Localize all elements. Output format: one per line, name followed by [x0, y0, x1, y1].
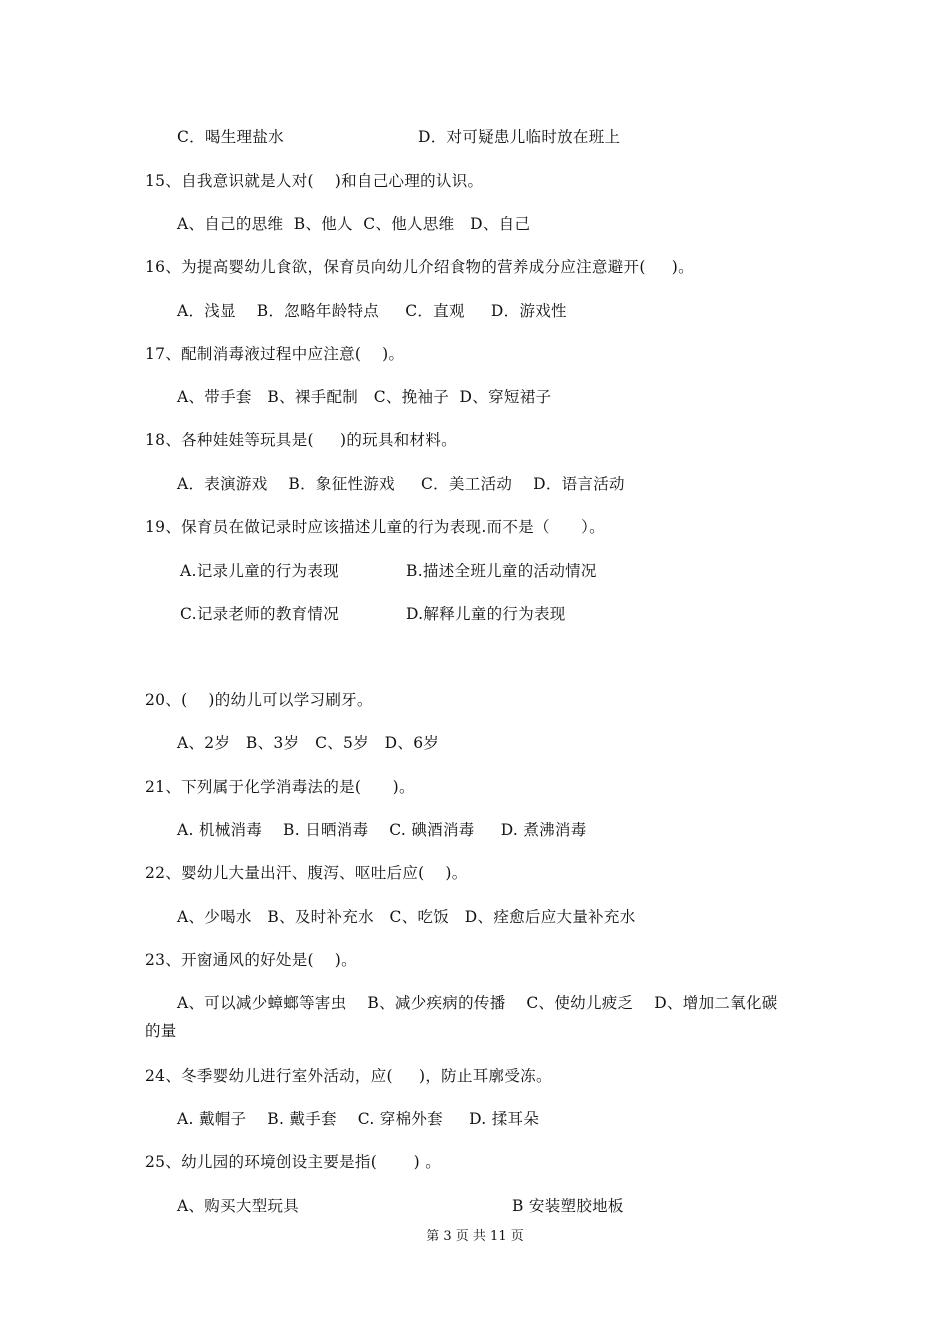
options-24: A. 戴帽子 B. 戴手套 C. 穿棉外套 D. 揉耳朵 — [177, 1110, 540, 1128]
question-15: 15、自我意识就是人对( )和自己心理的认识。 — [145, 172, 484, 190]
options-22: A、少喝水 B、及时补充水 C、吃饭 D、痊愈后应大量补充水 — [177, 908, 636, 926]
question-23: 23、开窗通风的好处是( )。 — [145, 951, 357, 969]
question-16: 16、为提高婴幼儿食欲，保育员向幼儿介绍食物的营养成分应注意避开( )。 — [145, 258, 694, 276]
options-18: A．表演游戏 B．象征性游戏 C．美工活动 D．语言活动 — [177, 475, 625, 493]
options-20: A、2岁 B、3岁 C、5岁 D、6岁 — [177, 734, 440, 752]
options-17: A、带手套 B、裸手配制 C、挽袖子 D、穿短裙子 — [177, 388, 552, 406]
option-a-19: A.记录儿童的行为表现 — [180, 562, 339, 580]
question-20: 20、( )的幼儿可以学习刷牙。 — [145, 691, 373, 709]
option-d-19: D.解释儿童的行为表现 — [406, 605, 566, 623]
option-a-25: A、购买大型玩具 — [177, 1197, 300, 1215]
options-23: A、可以减少蟑螂等害虫 B、减少疾病的传播 C、使幼儿疲乏 D、增加二氧化碳 — [177, 994, 778, 1012]
question-24: 24、冬季婴幼儿进行室外活动，应( )，防止耳廓受冻。 — [145, 1067, 552, 1085]
question-19: 19、保育员在做记录时应该描述儿童的行为表现.而不是（ ）。 — [145, 518, 605, 536]
options-21: A. 机械消毒 B. 日晒消毒 C. 碘酒消毒 D. 煮沸消毒 — [177, 821, 587, 839]
question-22: 22、婴幼儿大量出汗、腹泻、呕吐后应( )。 — [145, 864, 468, 882]
options-23-continued: 的量 — [145, 1022, 177, 1040]
option-c-14: C．喝生理盐水 — [177, 128, 284, 146]
options-16: A．浅显 B．忽略年龄特点 C．直观 D．游戏性 — [177, 302, 567, 320]
option-b-19: B.描述全班儿童的活动情况 — [406, 562, 597, 580]
question-25: 25、幼儿园的环境创设主要是指( ) 。 — [145, 1153, 442, 1171]
option-d-14: D．对可疑患儿临时放在班上 — [418, 128, 621, 146]
question-18: 18、各种娃娃等玩具是( )的玩具和材料。 — [145, 431, 457, 449]
option-b-25: B 安装塑胶地板 — [512, 1197, 624, 1215]
question-17: 17、配制消毒液过程中应注意( )。 — [145, 345, 405, 363]
question-21: 21、下列属于化学消毒法的是( )。 — [145, 778, 415, 796]
options-15: A、自己的思维 B、他人 C、他人思维 D、自己 — [177, 215, 531, 233]
option-c-19: C.记录老师的教育情况 — [180, 605, 340, 623]
page-footer: 第 3 页 共 11 页 — [426, 1229, 524, 1244]
